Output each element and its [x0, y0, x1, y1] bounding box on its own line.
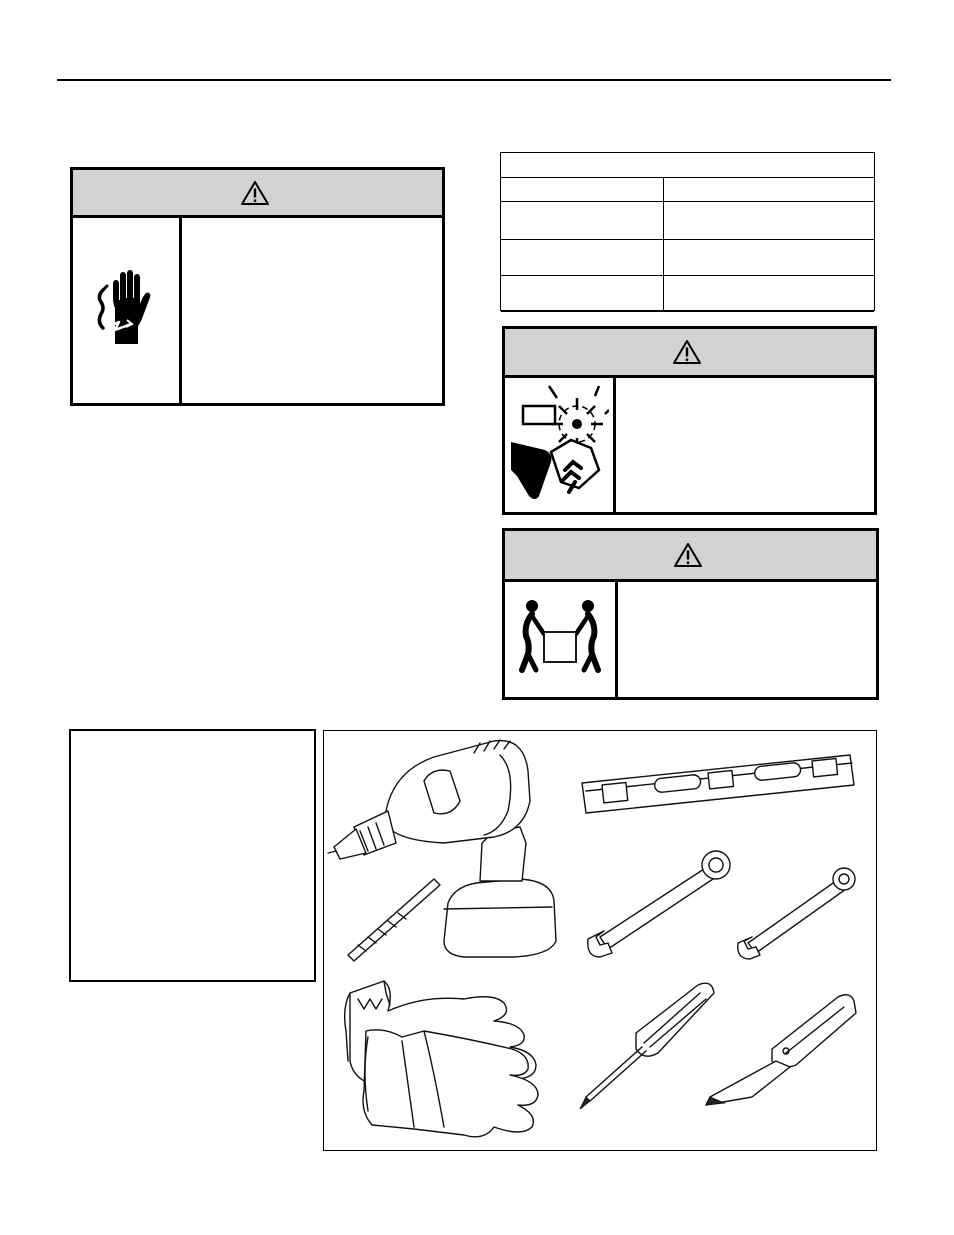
table-cell — [663, 201, 874, 207]
spec-table-title-row — [501, 153, 874, 178]
gloves-icon — [345, 981, 538, 1137]
screwdriver-icon — [580, 983, 714, 1109]
table-divider — [663, 177, 664, 310]
page-title — [57, 50, 891, 74]
header-rule — [57, 79, 891, 81]
spec-table-title — [501, 153, 874, 159]
warning-body — [615, 579, 876, 697]
table-cell — [501, 177, 675, 183]
spec-table — [500, 152, 875, 311]
warning-icon-cell — [505, 579, 618, 697]
wrench-icon — [738, 868, 855, 959]
warning-triangle-icon — [673, 542, 703, 568]
table-cell — [501, 239, 675, 245]
warning-icon-cell — [73, 215, 182, 403]
warning-header — [505, 531, 876, 582]
tools-list-text — [71, 731, 314, 751]
warning-box-cut-hazard — [502, 326, 877, 515]
tools-list-box — [69, 729, 316, 982]
table-cell — [501, 275, 675, 281]
table-cell — [501, 201, 675, 207]
table-row — [501, 177, 874, 202]
table-cell — [663, 275, 874, 281]
warning-body — [179, 215, 442, 403]
table-row — [501, 201, 874, 240]
warning-header — [73, 170, 442, 218]
utility-knife-icon — [706, 995, 856, 1105]
warning-header — [505, 329, 874, 378]
table-cell — [663, 177, 874, 183]
electric-shock-hand-icon — [91, 264, 161, 354]
warning-box-lift-hazard — [502, 528, 879, 700]
table-row — [501, 275, 874, 312]
drill-bit-icon — [348, 879, 440, 961]
wrench-icon — [588, 851, 730, 957]
warning-triangle-icon — [240, 180, 270, 206]
warning-body — [613, 375, 874, 512]
drill-icon — [328, 740, 556, 957]
tools-illustration — [323, 730, 877, 1151]
table-row — [501, 239, 874, 276]
warning-box-electric-shock — [70, 167, 445, 406]
two-person-lift-icon — [518, 598, 602, 678]
warning-icon-cell — [505, 375, 616, 512]
level-icon — [582, 755, 854, 813]
warning-triangle-icon — [672, 339, 702, 365]
table-cell — [663, 239, 874, 245]
cut-hazard-icon — [509, 384, 609, 504]
